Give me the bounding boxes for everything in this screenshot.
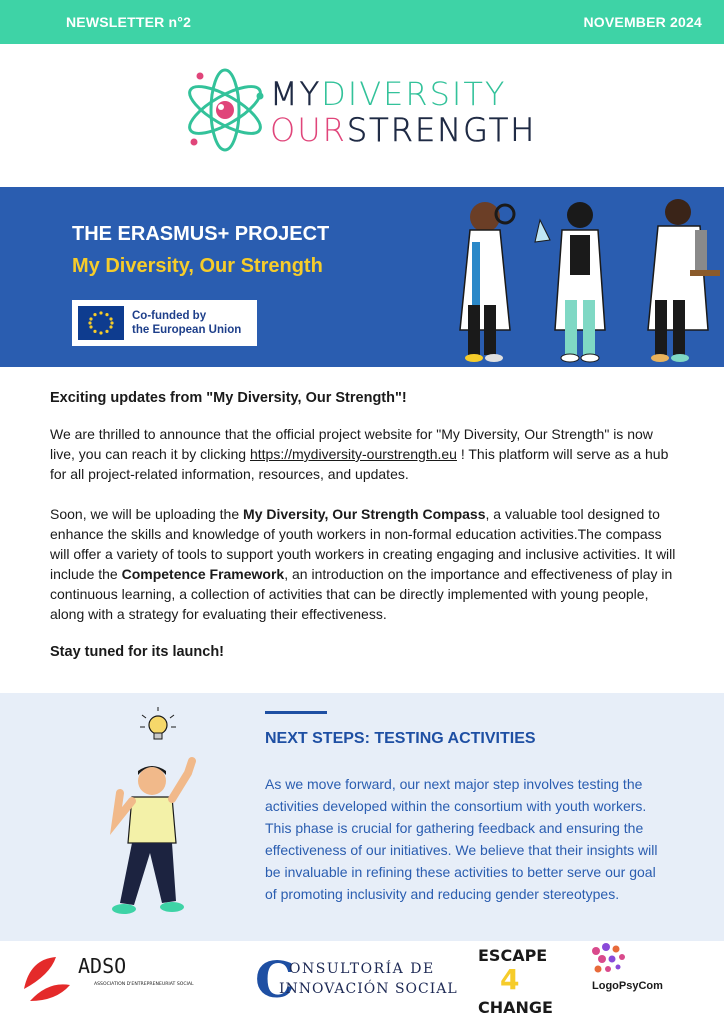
next-steps-text: As we move forward, our next major step involves testing the activities developed within the consortium with youth workers. This phase is crucial for gathering feedback and ensuring the effectiveness of our initiatives. We believe that their insights will be invaluable in refining these activities to better serve our goal of promoting inclusivity and reducing gender stereotypes. <box>265 776 658 902</box>
svg-text:ESCAPE: ESCAPE <box>478 946 548 965</box>
next-steps-section <box>0 693 724 941</box>
eu-flag-icon <box>78 306 124 340</box>
competence-framework: Competence Framework <box>121 566 285 582</box>
logo-diversity: DIVERSITY <box>321 75 507 113</box>
eu-cofunded-badge <box>72 300 257 346</box>
logo-our: OUR <box>270 111 347 149</box>
eu-line-2: the European Union <box>132 324 242 336</box>
hero-subtitle: My Diversity, Our Strength <box>72 255 323 277</box>
svg-text:ASSOCIATION D'ENTREPRENEURIAT: ASSOCIATION D'ENTREPRENEURIAT SOCIAL <box>94 982 194 987</box>
consultoria-logo <box>255 949 458 1009</box>
svg-text:ADSO: ADSO <box>78 954 127 978</box>
newsletter-date: NOVEMBER 2024 <box>583 14 702 30</box>
svg-text:4: 4 <box>500 963 520 996</box>
escape4change-logo <box>476 941 553 1021</box>
logo-strength: STRENGTH <box>346 111 537 149</box>
scientists-illustration <box>410 190 724 367</box>
svg-text:CHANGE: CHANGE <box>478 998 553 1017</box>
eu-line-1: Co-funded by <box>132 310 207 322</box>
svg-text:LogoPsyCom: LogoPsyCom <box>592 980 663 992</box>
svg-text:INNOVACIÓN SOCIAL: INNOVACIÓN SOCIAL <box>279 981 458 997</box>
newsletter-issue: NEWSLETTER n°2 <box>66 14 192 30</box>
updates-lead: Exciting updates from "My Diversity, Our Strength"! <box>50 390 407 406</box>
website-paragraph: We are thrilled to announce that the official project website for "My Diversity, Our Strength" is now live, you can reach it by clicking https://mydiversity-ourstrength.eu ! This platform will serve as a hub for all project-related information, resources, and updates. <box>50 426 669 482</box>
project-logo <box>180 62 550 162</box>
logo-my: MY <box>270 75 322 113</box>
project-website-link[interactable]: https://mydiversity-ourstrength.eu <box>249 446 457 462</box>
next-steps-title: NEXT STEPS: TESTING ACTIVITIES <box>265 730 536 747</box>
atom-icon <box>180 62 270 162</box>
compass-paragraph: Soon, we will be uploading the My Diversity, Our Strength Compass, a valuable tool designed to enhance the skills and knowledge of youth workers in non-formal education activities.The compass will offer a variety of tools to support youth workers in creating engaging and inclusive activities. It will include the Competence Framework, an introduction on the importance and effectiveness of play in continuous learning, a collection of activities that can be directly implemented with young people, along with a strategy for evaluating their effectiveness. <box>50 506 676 622</box>
compass-name: My Diversity, Our Strength Compass <box>243 506 486 522</box>
partner-logos <box>0 941 724 1024</box>
newsletter-header-bar <box>0 0 724 44</box>
stay-tuned: Stay tuned for its launch! <box>50 644 225 660</box>
main-content <box>50 390 680 660</box>
svg-text:ONSULTORÍA DE: ONSULTORÍA DE <box>289 961 435 977</box>
adso-logo <box>20 949 220 1005</box>
logopsycom-logo <box>588 941 698 1001</box>
thinking-boy-illustration <box>96 703 216 923</box>
svg-text:C: C <box>255 950 295 1009</box>
hero-title: THE ERASMUS+ PROJECT <box>72 223 330 245</box>
lightbulb-icon <box>140 707 176 739</box>
section-divider <box>265 711 327 714</box>
